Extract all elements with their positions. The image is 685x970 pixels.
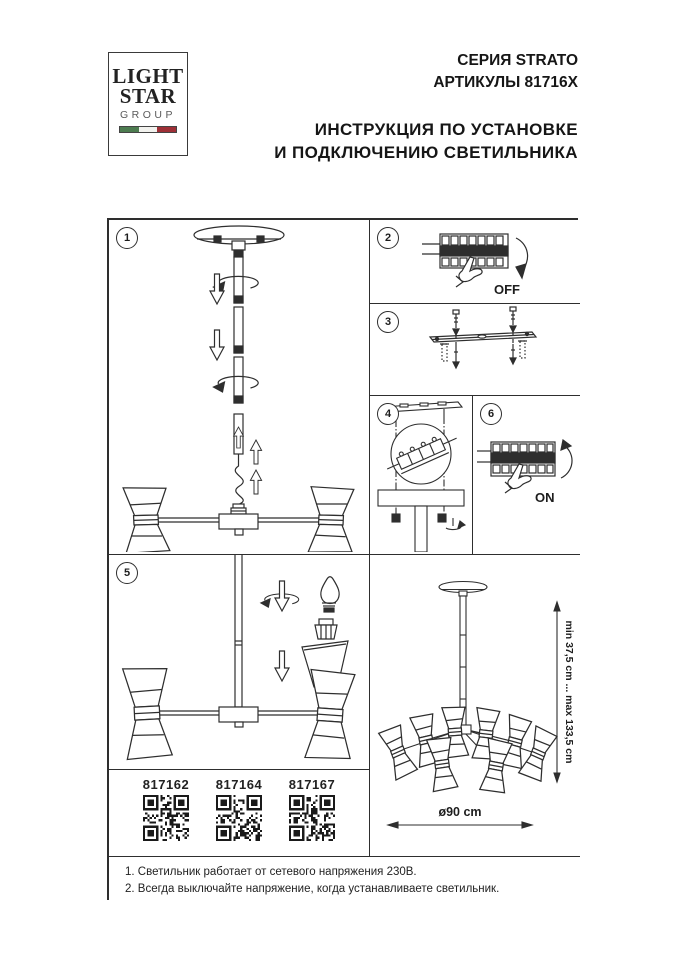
dimensions-diagram bbox=[370, 555, 578, 855]
step-1-badge: 1 bbox=[116, 227, 138, 249]
article-number: 817164 bbox=[215, 777, 263, 792]
up-arrow-icon bbox=[250, 470, 261, 494]
flag-red-segment bbox=[157, 127, 176, 132]
rod-icon bbox=[235, 555, 242, 707]
logo-word-light: LIGHT bbox=[112, 64, 184, 88]
step-5-badge: 5 bbox=[116, 562, 138, 584]
screw-through-icon bbox=[453, 344, 516, 368]
series-name: СЕРИЯ STRATO bbox=[457, 52, 578, 69]
arm-left bbox=[156, 518, 219, 522]
step-4-badge: 4 bbox=[377, 403, 399, 425]
step-3-badge: 3 bbox=[377, 311, 399, 333]
panel-6-power-on bbox=[473, 396, 580, 555]
italian-flag-stripe bbox=[119, 126, 177, 133]
tighten-rotate-icon bbox=[446, 518, 465, 530]
circuit-breaker-icon bbox=[422, 234, 508, 268]
flag-white-segment bbox=[139, 127, 158, 132]
candle-bulb-icon bbox=[321, 577, 339, 612]
screw-icon bbox=[510, 307, 516, 332]
cord-connector-icon bbox=[231, 504, 246, 514]
panel-2-power-off bbox=[370, 220, 580, 304]
title-line-2: И ПОДКЛЮЧЕНИЮ СВЕТИЛЬНИКА bbox=[274, 143, 578, 162]
height-dimension bbox=[554, 602, 560, 782]
flag-green-segment bbox=[120, 127, 139, 132]
power-cord-icon bbox=[235, 454, 243, 504]
socket-ring-icon bbox=[315, 619, 337, 639]
logo-word-group: GROUP bbox=[119, 109, 176, 121]
panel-1-diagram bbox=[109, 220, 368, 552]
arm-right bbox=[258, 518, 321, 522]
turn-on-arrow-icon bbox=[561, 446, 572, 478]
screw-nut-icon bbox=[392, 514, 400, 522]
article-column bbox=[281, 776, 343, 841]
step-6-badge: 6 bbox=[480, 403, 502, 425]
diameter-dimension bbox=[388, 822, 532, 828]
lamp-shade-icon bbox=[123, 666, 173, 759]
panel-dimensions bbox=[370, 555, 580, 857]
note-line-1: 1. Светильник работает от сетевого напряжения 230В. bbox=[125, 866, 417, 878]
rod-segments-icon bbox=[234, 257, 243, 454]
arrowhead bbox=[516, 264, 526, 278]
logo-word-star: STAR bbox=[119, 84, 177, 108]
lamp-shade-icon bbox=[123, 487, 170, 552]
canopy-plate-icon bbox=[378, 490, 464, 506]
height-range-label: min 37,5 cm ... max 133,5 cm bbox=[563, 620, 575, 764]
center-hub-icon bbox=[219, 514, 258, 535]
lamp-shade-icon bbox=[308, 487, 355, 552]
qr-code bbox=[143, 795, 189, 841]
article-codes: АРТИКУЛЫ 81716X bbox=[433, 74, 578, 91]
rod-icon bbox=[460, 596, 466, 726]
page-title bbox=[274, 118, 578, 164]
down-arrow-icon bbox=[210, 330, 224, 360]
article-number: 817162 bbox=[142, 777, 190, 792]
article-column bbox=[135, 776, 197, 841]
arrowhead bbox=[561, 440, 571, 450]
safety-notes bbox=[109, 857, 580, 902]
down-pipe-icon bbox=[415, 506, 427, 552]
ceiling-canopy-icon bbox=[439, 582, 487, 597]
lightstar-logo bbox=[108, 52, 188, 156]
panel-5-diagram bbox=[109, 555, 368, 767]
arm-right bbox=[258, 711, 321, 715]
up-arrow-icon bbox=[250, 440, 261, 464]
arm-left bbox=[157, 711, 219, 715]
panel-1-pole-assembly bbox=[109, 220, 370, 555]
step-2-badge: 2 bbox=[377, 227, 399, 249]
panel-4-wiring-canopy bbox=[370, 396, 473, 555]
ceiling-canopy-icon bbox=[194, 226, 284, 257]
qr-code bbox=[216, 795, 262, 841]
down-arrow-icon bbox=[275, 581, 289, 611]
note-line-2: 2. Всегда выключайте напряжение, когда устанавливаете светильник. bbox=[125, 882, 500, 895]
down-arrow-icon bbox=[275, 651, 289, 681]
diameter-label: ø90 cm bbox=[438, 805, 482, 819]
qr-code bbox=[289, 795, 335, 841]
instruction-grid bbox=[107, 218, 578, 900]
lamp-shade-icon bbox=[379, 724, 418, 780]
article-column bbox=[208, 776, 270, 841]
panel-3-diagram bbox=[370, 304, 578, 394]
screw-nut-icon bbox=[438, 514, 446, 522]
article-qr-section bbox=[109, 770, 370, 857]
title-line-1: ИНСТРУКЦИЯ ПО УСТАНОВКЕ bbox=[314, 120, 578, 139]
series-header bbox=[433, 50, 578, 94]
panel-3-mounting-bracket bbox=[370, 304, 580, 396]
article-number: 817167 bbox=[288, 777, 336, 792]
screw-icon bbox=[453, 310, 459, 335]
off-label: OFF bbox=[494, 282, 520, 297]
panel-5-bulb-shade bbox=[109, 555, 370, 770]
center-hub-icon bbox=[219, 707, 258, 727]
panel-2-diagram bbox=[370, 220, 578, 302]
on-label: ON bbox=[535, 490, 555, 505]
